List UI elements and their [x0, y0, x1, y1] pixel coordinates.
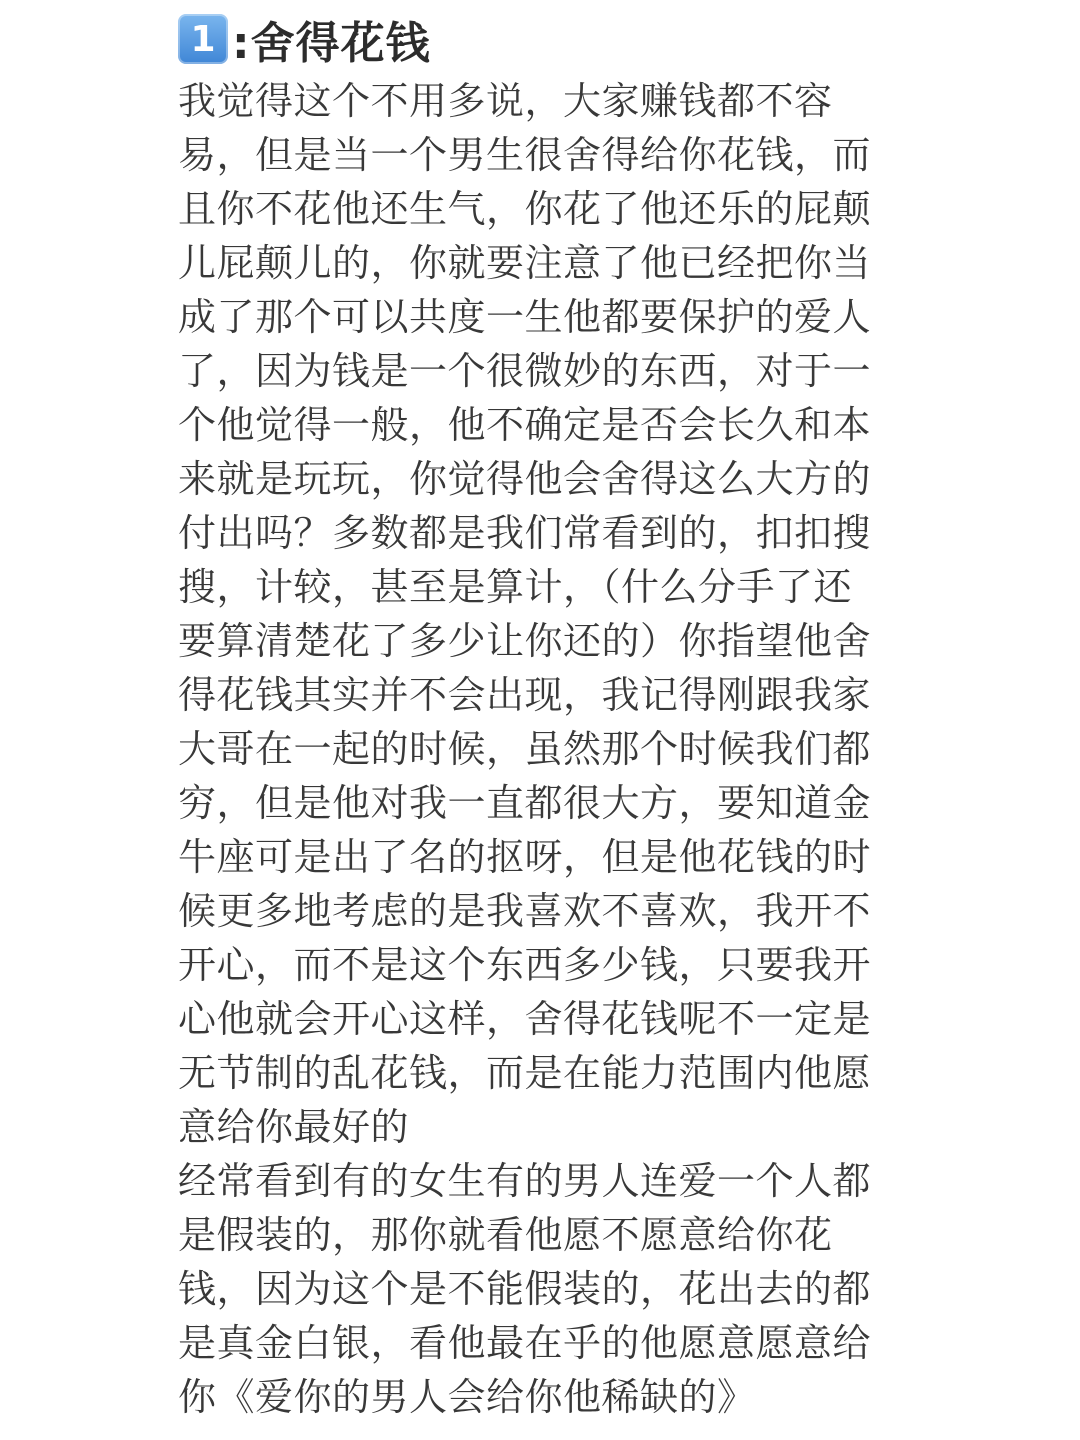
body-text-line: 钱，因为这个是不能假装的，花出去的都 [178, 1267, 872, 1311]
body-text-line: 经常看到有的女生有的男人连爱一个人都 [178, 1159, 872, 1203]
body-text-line: 且你不花他还生气，你花了他还乐的屁颠 [178, 187, 872, 231]
body-text-line: 牛座可是出了名的抠呀，但是他花钱的时 [178, 835, 872, 879]
section-title: :舍得花钱 [232, 18, 431, 69]
body-text-line: 个他觉得一般，他不确定是否会长久和本 [178, 403, 872, 447]
body-text-line: 无节制的乱花钱，而是在能力范围内他愿 [178, 1051, 872, 1095]
body-text-line: 大哥在一起的时候，虽然那个时候我们都 [178, 727, 872, 771]
body-text-line: 搜，计较，甚至是算计，（什么分手了还 [178, 565, 853, 609]
body-text-line: 儿屁颠儿的，你就要注意了他已经把你当 [178, 241, 872, 285]
body-text-line: 是真金白银，看他最在乎的他愿意愿意给 [178, 1321, 872, 1365]
body-text-line: 你《爱你的男人会给你他稀缺的》 [178, 1375, 756, 1419]
body-text-line: 付出吗？多数都是我们常看到的，扣扣搜 [178, 511, 872, 555]
body-text-line: 心他就会开心这样，舍得花钱呢不一定是 [178, 997, 872, 1041]
section-heading [178, 10, 431, 68]
keycap-number-badge: 1 [178, 14, 228, 64]
body-text-line: 开心，而不是这个东西多少钱，只要我开 [178, 943, 872, 987]
body-text-line: 我觉得这个不用多说，大家赚钱都不容 [178, 79, 833, 123]
body-text-line: 了，因为钱是一个很微妙的东西，对于一 [178, 349, 872, 393]
body-text-line: 得花钱其实并不会出现，我记得刚跟我家 [178, 673, 872, 717]
body-text-line: 候更多地考虑的是我喜欢不喜欢，我开不 [178, 889, 872, 933]
body-text-line: 要算清楚花了多少让你还的）你指望他舍 [178, 619, 872, 663]
body-text-line: 来就是玩玩，你觉得他会舍得这么大方的 [178, 457, 872, 501]
body-text-line: 意给你最好的 [178, 1105, 410, 1149]
body-text-line: 易，但是当一个男生很舍得给你花钱，而 [178, 133, 872, 177]
body-text-line: 成了那个可以共度一生他都要保护的爱人 [178, 295, 872, 339]
body-text-line: 是假装的，那你就看他愿不愿意给你花 [178, 1213, 833, 1257]
body-text-line: 穷，但是他对我一直都很大方，要知道金 [178, 781, 872, 825]
